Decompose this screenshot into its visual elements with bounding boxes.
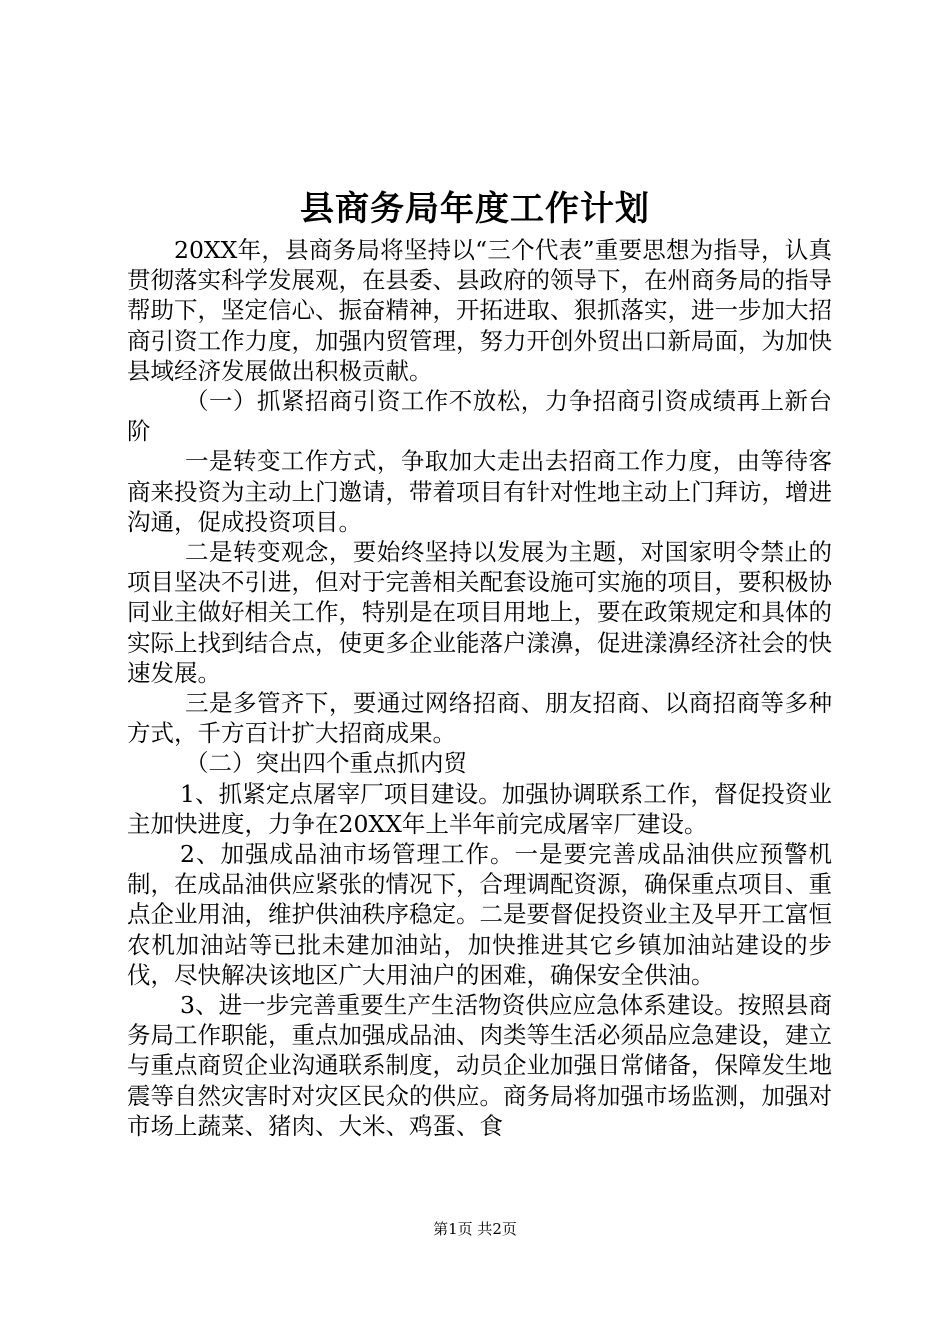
section-heading-1: （一）抓紧招商引资工作不放松，力争招商引资成绩再上新台阶 <box>127 387 832 446</box>
page-title: 县商务局年度工作计划 <box>300 189 650 229</box>
paragraph-point-2: 2、加强成品油市场管理工作。一是要完善成品油供应预警机制，在成品油供应紧张的情况下，合理调配资源，确保重点项目、重点企业用油，维护供油秩序稳定。二是要督促投资业主及早开工富恒农机加油站等已批未建加油站，加快推进其它乡镇加油站建设的步伐，尽快解决该地区广大用油户的困难，确保安全供油。 <box>127 840 832 989</box>
paragraph-point-1: 1、抓紧定点屠宰厂项目建设。加强协调联系工作，督促投资业主加快进度，力争在20XX年上半年前完成屠宰厂建设。 <box>127 779 832 838</box>
paragraph-item-3: 三是多管齐下，要通过网络招商、朋友招商、以商招商等多种方式，千方百计扩大招商成果。 <box>127 689 832 748</box>
paragraph-item-1: 一是转变工作方式，争取加大走出去招商工作力度，由等待客商来投资为主动上门邀请，带着项目有针对性地主动上门拜访，增进沟通，促成投资项目。 <box>127 447 832 536</box>
section-heading-2: （二）突出四个重点抓内贸 <box>185 749 467 778</box>
page-footer: 第1页 共2页 <box>433 1220 517 1238</box>
document-body <box>127 235 832 1141</box>
paragraph-intro: 20XX年，县商务局将坚持以“三个代表”重要思想为指导，认真贯彻落实科学发展观，在县委、县政府的领导下，在州商务局的指导帮助下，坚定信心、振奋精神，开拓进取、狠抓落实，进一步加大招商引资工作力度，加强内贸管理，努力开创外贸出口新局面，为加快县域经济发展做出积极贡献。 <box>127 236 832 385</box>
paragraph-point-3: 3、进一步完善重要生产生活物资供应应急体系建设。按照县商务局工作职能，重点加强成品油、肉类等生活必须品应急建设，建立与重点商贸企业沟通联系制度，动员企业加强日常储备，保障发生地震等自然灾害时对灾区民众的供应。商务局将加强市场监测，加强对市场上蔬菜、猪肉、大米、鸡蛋、食 <box>127 991 832 1140</box>
paragraph-item-2: 二是转变观念，要始终坚持以发展为主题，对国家明令禁止的项目坚决不引进，但对于完善相关配套设施可实施的项目，要积极协同业主做好相关工作，特别是在项目用地上，要在政策规定和具体的实际上找到结合点，使更多企业能落户漾濞，促进漾濞经济社会的快速发展。 <box>127 538 832 687</box>
